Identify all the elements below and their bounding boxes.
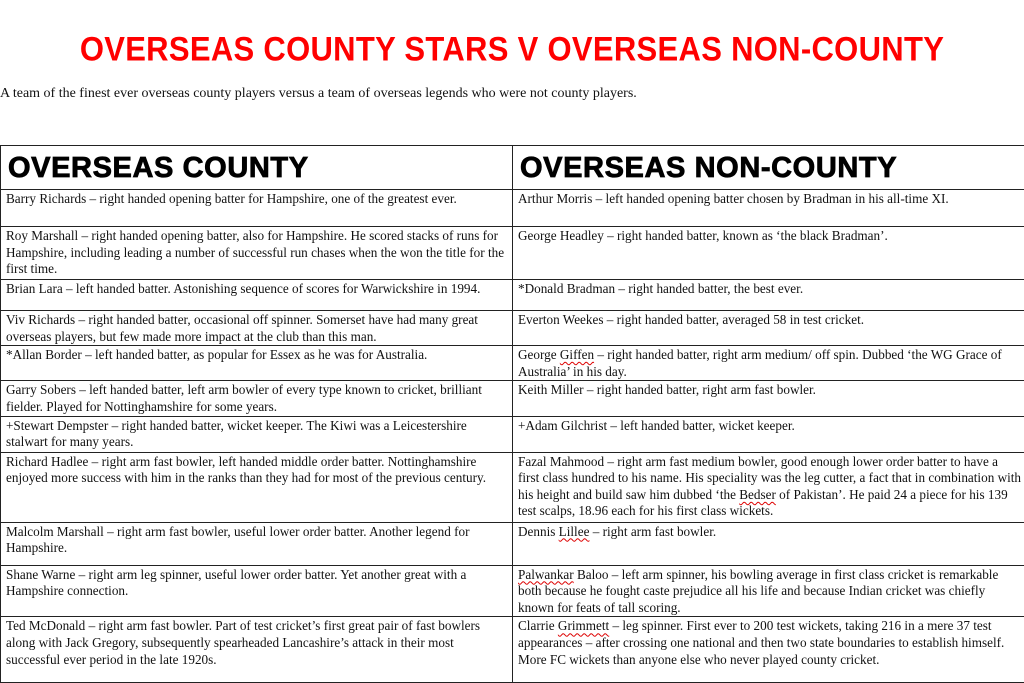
player-description: Fazal Mahmood – right arm fast medium bowler, good enough lower order batter to have a first class hundred to his name. His speciality was the leg cutter, a fact that in combination with his height and build saw him dubbed ‘the xyxy=(518,454,1021,502)
player-name: Dennis xyxy=(518,524,559,539)
spellcheck-flagged-word: Grimmett xyxy=(558,618,609,633)
non-county-player-cell xyxy=(513,346,1024,381)
county-player-cell: Viv Richards – right handed batter, occasional off spinner. Somerset have had many great overseas players, but few made more impact at the club than this man. xyxy=(1,311,513,346)
table-row xyxy=(1,452,1024,522)
player-name: Clarrie xyxy=(518,618,558,633)
player-name: George xyxy=(518,347,560,362)
page-subtitle: A team of the finest ever overseas county players versus a team of overseas legends who were not county players. xyxy=(0,86,637,102)
spellcheck-flagged-word: Giffen xyxy=(560,347,594,362)
table-row xyxy=(1,227,1024,280)
non-county-player-cell: +Adam Gilchrist – left handed batter, wicket keeper. xyxy=(513,416,1024,452)
county-player-cell: Richard Hadlee – right arm fast bowler, left handed middle order batter. Nottinghamshire enjoyed more success with him in the ranks than they had for most of the previous century. xyxy=(1,452,513,522)
non-county-player-cell: George Headley – right handed batter, known as ‘the black Bradman’. xyxy=(513,227,1024,280)
non-county-player-cell: *Donald Bradman – right handed batter, the best ever. xyxy=(513,280,1024,311)
table-row xyxy=(1,280,1024,311)
county-player-cell: Brian Lara – left handed batter. Astonishing sequence of scores for Warwickshire in 1994. xyxy=(1,280,513,311)
non-county-player-cell: Everton Weekes – right handed batter, averaged 58 in test cricket. xyxy=(513,311,1024,346)
county-player-cell: Ted McDonald – right arm fast bowler. Part of test cricket’s first great pair of fast bowlers along with Jack Gregory, subsequently spearheaded Lancashire’s attack in their most successful ever period in the late 1920s. xyxy=(1,617,513,683)
table-row xyxy=(1,522,1024,565)
non-county-player-cell xyxy=(513,522,1024,565)
player-description: – right arm fast bowler. xyxy=(589,524,716,539)
player-description: – leg spinner. First ever to 200 test wickets, taking 216 in a mere 37 test appearances – after crossing one national and then two state boundaries to establish himself. More FC wickets than anyone else who never played county cricket. xyxy=(518,618,1004,666)
header-overseas-county: OVERSEAS COUNTY xyxy=(1,146,513,190)
county-player-cell: *Allan Border – left handed batter, as popular for Essex as he was for Australia. xyxy=(1,346,513,381)
spellcheck-flagged-word: Lillee xyxy=(559,524,590,539)
non-county-player-cell: Keith Miller – right handed batter, right arm fast bowler. xyxy=(513,381,1024,416)
table-row xyxy=(1,190,1024,227)
player-description: Baloo – left arm spinner, his bowling average in first class cricket is remarkable both because he fought caste prejudice all his life and because Indian cricket was chiefly known for feats of tall scoring. xyxy=(518,567,998,615)
non-county-player-cell xyxy=(513,617,1024,683)
table-row xyxy=(1,416,1024,452)
non-county-player-cell xyxy=(513,565,1024,617)
county-player-cell: Roy Marshall – right handed opening batter, also for Hampshire. He scored stacks of runs for Hampshire, including leading a number of successful run chases when the won the title for the first time. xyxy=(1,227,513,280)
county-player-cell: Malcolm Marshall – right arm fast bowler, useful lower order batter. Another legend for Hampshire. xyxy=(1,522,513,565)
table-header-row xyxy=(1,146,1024,190)
table-row xyxy=(1,381,1024,416)
table-row xyxy=(1,617,1024,683)
player-description: – right handed batter, right arm medium/ off spin. Dubbed ‘the WG Grace of Australia’ in his day. xyxy=(518,347,1002,379)
table-row xyxy=(1,311,1024,346)
player-description: of Pakistan’. He paid 24 a piece for his 139 test scalps, 18.96 each for his first class wickets. xyxy=(518,487,1008,519)
non-county-player-cell: Arthur Morris – left handed opening batter chosen by Bradman in his all-time XI. xyxy=(513,190,1024,227)
county-player-cell: Shane Warne – right arm leg spinner, useful lower order batter. Yet another great with a Hampshire connection. xyxy=(1,565,513,617)
county-player-cell: +Stewart Dempster – right handed batter, wicket keeper. The Kiwi was a Leicestershire stalwart for many years. xyxy=(1,416,513,452)
spellcheck-flagged-word: Bedser xyxy=(739,487,776,502)
table-row xyxy=(1,346,1024,381)
spellcheck-flagged-word: Palwankar xyxy=(518,567,574,582)
non-county-player-cell xyxy=(513,452,1024,522)
header-overseas-non-county: OVERSEAS NON-COUNTY xyxy=(513,146,1024,190)
page-title: OVERSEAS COUNTY STARS V OVERSEAS NON-COUNTY xyxy=(0,29,1024,69)
table-row xyxy=(1,565,1024,617)
county-player-cell: Garry Sobers – left handed batter, left arm bowler of every type known to cricket, brilliant fielder. Played for Nottinghamshire for some years. xyxy=(1,381,513,416)
county-player-cell: Barry Richards – right handed opening batter for Hampshire, one of the greatest ever. xyxy=(1,190,513,227)
teams-table xyxy=(0,145,1024,683)
